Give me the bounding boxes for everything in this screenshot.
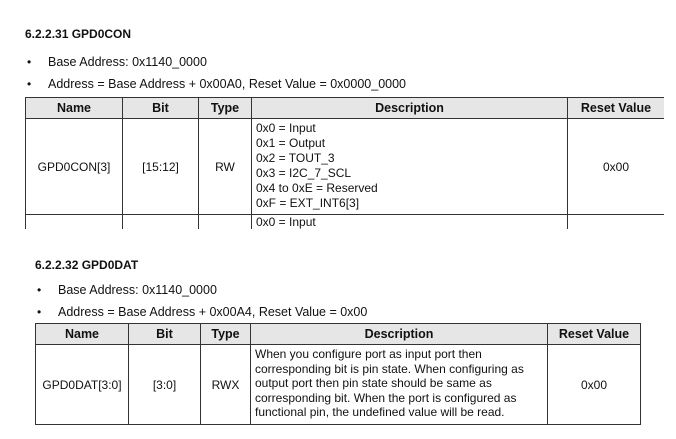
column-header-reset-value: Reset Value — [568, 98, 665, 119]
description-line: corresponding bit. When the port is configured as — [255, 390, 517, 405]
address-item: • Address = Base Address + 0x00A4, Reset Value = 0x00 — [35, 301, 367, 323]
description-line: 0x3 = I2C_7_SCL — [256, 166, 352, 180]
description-line: 0x0 = Input — [256, 215, 316, 229]
column-header-description: Description — [251, 324, 548, 345]
section-heading-gpd0dat: 6.2.2.32 GPD0DAT — [35, 258, 139, 272]
description-line: When you configure port as input port then — [255, 347, 482, 361]
cell-bit: [3:0] — [129, 345, 201, 425]
table-row — [26, 119, 665, 215]
description-line: corresponding bit is pin state. When configuring as — [255, 361, 524, 376]
description-line: 0x1 = Output — [256, 136, 326, 150]
column-header-description: Description — [252, 98, 568, 119]
column-header-reset-value: Reset Value — [548, 324, 641, 345]
cell-name: GPD0CON[3] — [26, 119, 123, 215]
gpd0dat-bullet-list — [35, 279, 367, 323]
column-header-type: Type — [201, 324, 251, 345]
address-item: • Address = Base Address + 0x00A0, Reset Value = 0x0000_0000 — [25, 73, 406, 95]
base-address-item: • Base Address: 0x1140_0000 — [25, 51, 406, 73]
cell-name — [26, 215, 123, 230]
table-row — [36, 345, 641, 425]
table-header-row — [36, 324, 641, 345]
description-line: 0x0 = Input — [256, 121, 316, 135]
gpd0con-register-table — [25, 97, 664, 229]
column-header-bit: Bit — [129, 324, 201, 345]
description-line: 0x2 = TOUT_3 — [256, 151, 335, 165]
table-row — [26, 215, 665, 230]
gpd0con-bullet-list — [25, 51, 406, 95]
cell-type: RWX — [201, 345, 251, 425]
base-address-item: • Base Address: 0x1140_0000 — [35, 279, 367, 301]
gpd0dat-register-table — [35, 323, 641, 425]
cell-reset-value: 0x00 — [548, 345, 641, 425]
gpd0dat-table-clip — [35, 323, 641, 425]
gpd0con-table-clip — [25, 97, 664, 229]
cell-description — [252, 215, 568, 230]
description-line: output port then pin state should be same as — [255, 376, 492, 390]
description-line: functional pin, the undefined value will be read. — [255, 405, 505, 419]
cell-bit: [15:12] — [123, 119, 199, 215]
cell-description — [251, 345, 548, 425]
cell-description — [252, 119, 568, 215]
section-heading-gpd0con: 6.2.2.31 GPD0CON — [25, 27, 132, 41]
column-header-name: Name — [26, 98, 123, 119]
cell-bit — [123, 215, 199, 230]
cell-type: RW — [199, 119, 252, 215]
description-line: 0x4 to 0xE = Reserved — [256, 181, 378, 195]
column-header-bit: Bit — [123, 98, 199, 119]
description-line: 0xF = EXT_INT6[3] — [256, 196, 360, 210]
cell-reset-value — [568, 215, 665, 230]
column-header-type: Type — [199, 98, 252, 119]
table-header-row — [26, 98, 665, 119]
column-header-name: Name — [36, 324, 129, 345]
cell-reset-value: 0x00 — [568, 119, 665, 215]
cell-name: GPD0DAT[3:0] — [36, 345, 129, 425]
cell-type — [199, 215, 252, 230]
